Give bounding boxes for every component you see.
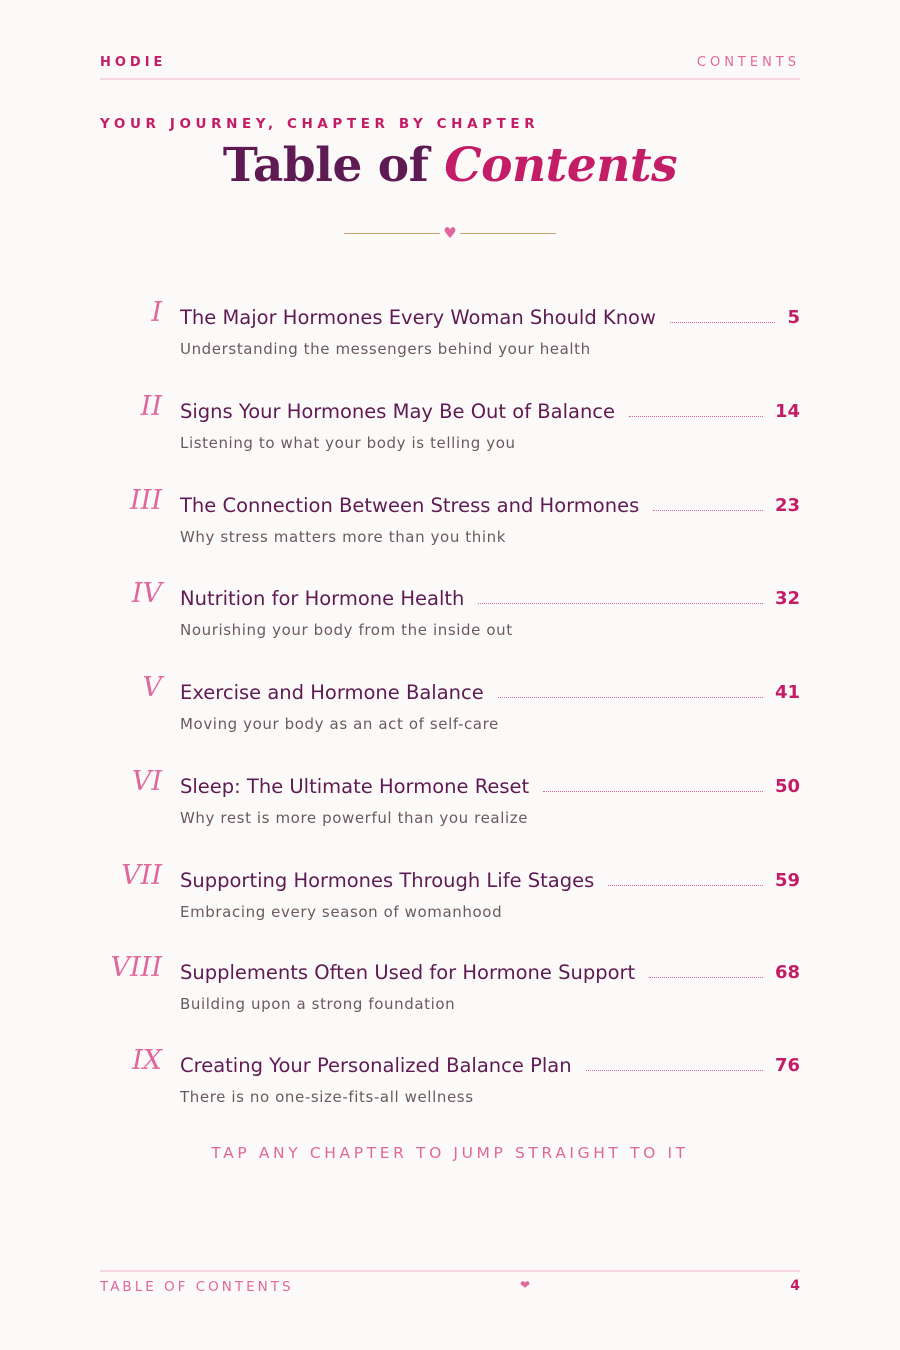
chapter-numeral: I: [151, 297, 162, 328]
chapter-title[interactable]: Signs Your Hormones May Be Out of Balance: [180, 400, 616, 423]
chapter-page-number[interactable]: 68: [774, 962, 800, 983]
chapter-link[interactable]: [0, 765, 900, 845]
chapter-subtitle: Listening to what your body is telling you: [180, 434, 516, 452]
chapter-numeral: IV: [131, 578, 162, 609]
chapter-title[interactable]: Creating Your Personalized Balance Plan: [180, 1054, 572, 1077]
chapter-subtitle: Nourishing your body from the inside out: [180, 621, 513, 639]
page-footer: [100, 1270, 800, 1302]
chapter-page-number[interactable]: 41: [774, 682, 800, 703]
chapter-title[interactable]: Sleep: The Ultimate Hormone Reset: [180, 775, 530, 798]
chapter-numeral: VII: [121, 860, 162, 891]
chapter-page-number[interactable]: 76: [774, 1055, 800, 1076]
chapter-link[interactable]: [0, 296, 900, 376]
tap-hint: TAP ANY CHAPTER TO JUMP STRAIGHT TO IT: [211, 1144, 689, 1162]
chapter-page-number[interactable]: 5: [787, 307, 800, 328]
chapter-numeral: IX: [132, 1045, 162, 1076]
chapter-subtitle: Why stress matters more than you think: [180, 528, 507, 546]
page-header: [100, 52, 800, 80]
dot-leader: [498, 697, 763, 698]
dot-leader: [586, 1070, 763, 1071]
dot-leader: [653, 510, 763, 511]
chapter-subtitle: Embracing every season of womanhood: [180, 903, 503, 921]
chapter-page-number[interactable]: 32: [774, 588, 800, 609]
chapter-link[interactable]: [0, 390, 900, 470]
chapter-link[interactable]: [0, 859, 900, 939]
dot-leader: [543, 791, 763, 792]
dot-leader: [608, 885, 763, 886]
page-title: [0, 138, 900, 193]
heart-icon: ♥: [440, 224, 460, 242]
chapter-numeral: III: [130, 485, 162, 516]
title-main: Table of: [222, 138, 445, 193]
dot-leader: [478, 603, 763, 604]
section-label: CONTENTS: [696, 55, 800, 70]
chapter-numeral: V: [142, 672, 162, 703]
title-accent: Contents: [444, 138, 678, 193]
chapter-link[interactable]: [0, 577, 900, 657]
brand-name: HODIE: [100, 55, 167, 70]
chapter-title[interactable]: Exercise and Hormone Balance: [180, 681, 484, 704]
chapter-title[interactable]: Supplements Often Used for Hormone Support: [180, 961, 636, 984]
chapter-title[interactable]: The Connection Between Stress and Hormones: [180, 494, 640, 517]
chapter-link[interactable]: [0, 484, 900, 564]
footer-label: TABLE OF CONTENTS: [100, 1279, 294, 1295]
dot-leader: [629, 416, 763, 417]
dot-leader: [649, 977, 763, 978]
chapter-page-number[interactable]: 59: [774, 870, 800, 891]
chapter-subtitle: Why rest is more powerful than you realize: [180, 809, 529, 827]
eyebrow-text: YOUR JOURNEY, CHAPTER BY CHAPTER: [100, 116, 540, 132]
chapter-link[interactable]: [0, 951, 900, 1031]
title-divider: [344, 226, 556, 244]
chapter-title[interactable]: The Major Hormones Every Woman Should Know: [180, 306, 656, 329]
chapter-page-number[interactable]: 14: [774, 401, 800, 422]
chapter-title[interactable]: Supporting Hormones Through Life Stages: [180, 869, 595, 892]
chapter-subtitle: Understanding the messengers behind your health: [180, 340, 591, 358]
chapter-subtitle: Moving your body as an act of self-care: [180, 715, 499, 733]
chapter-page-number[interactable]: 50: [774, 776, 800, 797]
chapter-link[interactable]: [0, 671, 900, 751]
chapter-subtitle: Building upon a strong foundation: [180, 995, 456, 1013]
chapter-numeral: II: [140, 391, 162, 422]
heart-icon: ❤: [520, 1278, 531, 1292]
footer-page-number: 4: [790, 1278, 800, 1294]
chapter-numeral: VIII: [110, 952, 162, 983]
chapter-page-number[interactable]: 23: [774, 495, 800, 516]
chapter-title[interactable]: Nutrition for Hormone Health: [180, 587, 465, 610]
chapter-numeral: VI: [131, 766, 162, 797]
chapter-subtitle: There is no one-size-fits-all wellness: [180, 1088, 474, 1106]
dot-leader: [670, 322, 775, 323]
chapter-link[interactable]: [0, 1044, 900, 1124]
